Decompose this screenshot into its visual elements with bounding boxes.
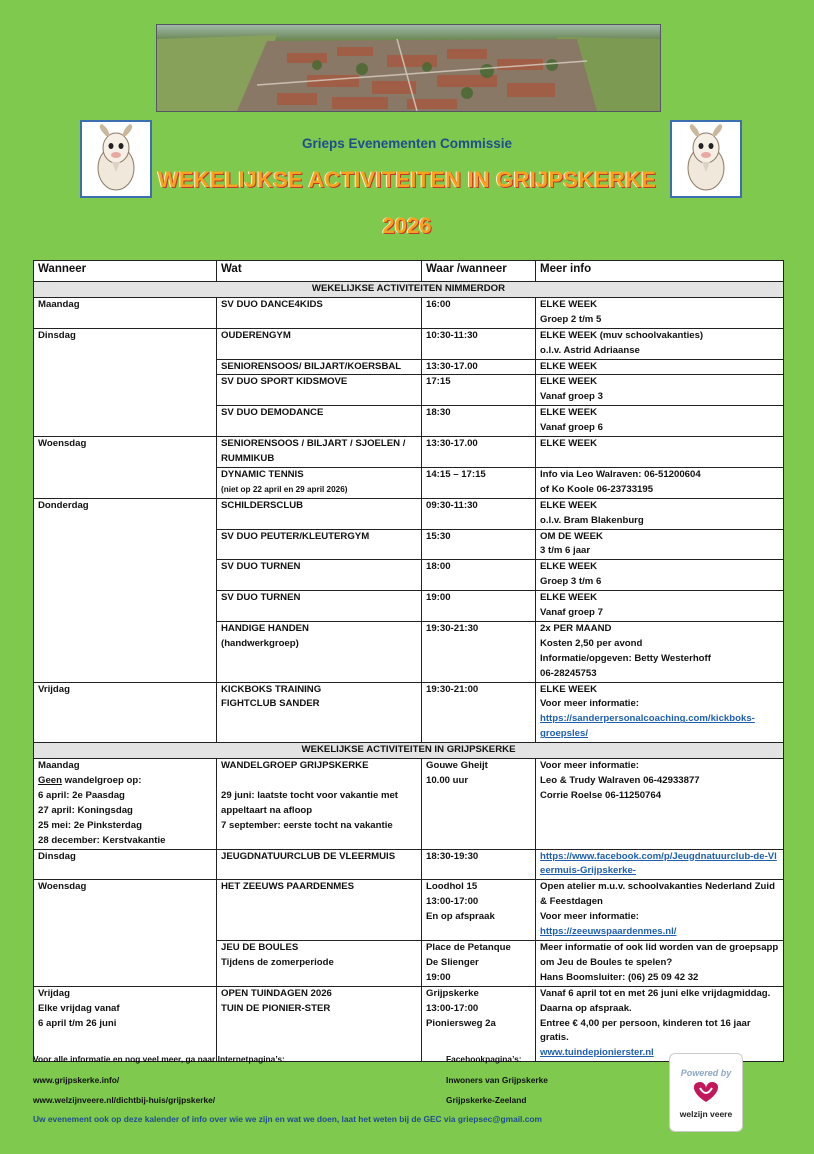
time-cell bbox=[422, 986, 536, 1062]
aerial-banner-image bbox=[156, 24, 661, 112]
logo-powered-text: Powered by bbox=[680, 1068, 732, 1078]
welzijn-veere-logo bbox=[669, 1053, 743, 1132]
time-cell: 18:30 bbox=[422, 406, 536, 437]
day-cell: Woensdag bbox=[34, 437, 217, 499]
info-cell bbox=[536, 297, 784, 328]
info-line: OM DE WEEK bbox=[540, 530, 603, 542]
time-line: En op afspraak bbox=[426, 911, 495, 923]
facebook-link-zeeland[interactable]: Grijpskerke-Zeeland bbox=[446, 1095, 527, 1105]
activity-cell: JEUGDNATUURCLUB DE VLEERMUIS bbox=[217, 849, 422, 880]
time-cell: 13:30-17.00 bbox=[422, 437, 536, 468]
column-header-waar: Waar /wanneer bbox=[422, 261, 536, 282]
info-line: Kosten 2,50 per avond bbox=[540, 637, 643, 649]
activity-cell: SV DUO DANCE4KIDS bbox=[217, 297, 422, 328]
activity-cell bbox=[217, 986, 422, 1062]
exception-date: 25 mei: 2e Pinksterdag bbox=[38, 819, 142, 831]
day-cell: Vrijdag bbox=[34, 682, 217, 743]
exception-date: 6 april: 2e Paasdag bbox=[38, 789, 125, 801]
time-cell: 18:30-19:30 bbox=[422, 849, 536, 880]
time-cell: 14:15 – 17:15 bbox=[422, 467, 536, 498]
footer-intro: Voor alle informatie en nog veel meer, ga naar Internetpagina’s: bbox=[33, 1054, 285, 1064]
table-row bbox=[34, 498, 784, 529]
info-line: Informatie/opgeven: Betty Westerhoff bbox=[540, 652, 711, 664]
schedule-table bbox=[33, 260, 784, 1062]
info-line: Vanaf groep 7 bbox=[540, 607, 603, 619]
kickboks-link[interactable]: https://sanderpersonalcoaching.com/kickboks-groepsles/ bbox=[540, 713, 755, 740]
time-cell: 09:30-11:30 bbox=[422, 498, 536, 529]
day-label: Vrijdag bbox=[38, 987, 70, 999]
info-line: ELKE WEEK (muv schoolvakanties) bbox=[540, 329, 704, 341]
organization-name: Grieps Evenementen Commissie bbox=[301, 136, 513, 151]
info-cell bbox=[536, 375, 784, 406]
time-cell: 16:00 bbox=[422, 297, 536, 328]
info-line: Corrie Roelse 06-11250764 bbox=[540, 789, 662, 801]
time-line: 19:00 bbox=[426, 971, 451, 983]
info-line: ELKE WEEK bbox=[540, 376, 598, 388]
info-line: Voor meer informatie: bbox=[540, 911, 639, 923]
activity-cell: SV DUO TURNEN bbox=[217, 560, 422, 591]
info-cell: ELKE WEEK bbox=[536, 359, 784, 375]
info-line: ELKE WEEK bbox=[540, 592, 598, 604]
exception-date: 27 april: Koningsdag bbox=[38, 804, 133, 816]
activity-title: HANDIGE HANDEN bbox=[221, 622, 309, 634]
activity-title: JEU DE BOULES bbox=[221, 941, 299, 953]
exception-intro bbox=[38, 774, 212, 789]
table-header-row bbox=[34, 261, 784, 282]
info-line: Entree € 4,00 per persoon, kinderen tot 16 jaar gratis. bbox=[540, 1017, 751, 1044]
time-line: 13:00-17:00 bbox=[426, 1002, 479, 1014]
day-cell bbox=[34, 759, 217, 849]
info-cell bbox=[536, 560, 784, 591]
section-header-grijpskerke: WEKELIJKSE ACTIVITEITEN IN GRIJPSKERKE bbox=[34, 743, 784, 759]
time-cell: 19:00 bbox=[422, 591, 536, 622]
info-cell bbox=[536, 467, 784, 498]
day-cell: Donderdag bbox=[34, 498, 217, 682]
time-cell: 19:30-21:30 bbox=[422, 621, 536, 682]
info-cell: ELKE WEEK bbox=[536, 437, 784, 468]
activity-title: KICKBOKS TRAINING bbox=[221, 683, 322, 695]
info-line: o.l.v. Astrid Adriaanse bbox=[540, 344, 640, 356]
activity-title: DYNAMIC TENNIS bbox=[221, 468, 304, 480]
info-line: Groep 3 t/m 6 bbox=[540, 576, 602, 588]
activity-cell: SV DUO TURNEN bbox=[217, 591, 422, 622]
info-line: Meer informatie of ook lid worden van de groepsapp om Jeu de Boules te spelen? bbox=[540, 941, 779, 968]
info-line: Vanaf groep 6 bbox=[540, 422, 603, 434]
info-cell bbox=[536, 498, 784, 529]
activity-cell: SV DUO DEMODANCE bbox=[217, 406, 422, 437]
location-line: Loodhol 15 bbox=[426, 881, 478, 893]
activity-title: WANDELGROEP GRIJPSKERKE bbox=[221, 760, 369, 772]
activity-cell: HET ZEEUWS PAARDENMES bbox=[217, 880, 422, 941]
tuin-pionierster-link[interactable]: www.tuindepionierster.nl bbox=[540, 1047, 654, 1059]
info-cell bbox=[536, 406, 784, 437]
info-line: Vanaf 6 april tot en met 26 juni elke vrijdagmiddag. Daarna op afspraak. bbox=[540, 987, 771, 1014]
day-note: 6 april t/m 26 juni bbox=[38, 1017, 117, 1029]
info-line: Leo & Trudy Walraven 06-42933877 bbox=[540, 775, 700, 786]
column-header-info: Meer info bbox=[536, 261, 784, 282]
info-line: o.l.v. Bram Blakenburg bbox=[540, 514, 644, 526]
paardenmes-link[interactable]: https://zeeuwspaardenmes.nl/ bbox=[540, 926, 677, 938]
activity-subtitle: (handwerkgroep) bbox=[221, 637, 299, 649]
activity-title: OPEN TUINDAGEN 2026 bbox=[221, 987, 332, 999]
info-cell bbox=[536, 849, 784, 880]
info-line: Open atelier m.u.v. schoolvakanties Nederland Zuid & Feestdagen bbox=[540, 881, 775, 908]
activity-cell: SENIORENSOOS/ BILJART/KOERSBAL bbox=[217, 359, 422, 375]
exception-rest: wandelgroep op: bbox=[62, 775, 142, 786]
time-cell bbox=[422, 880, 536, 941]
table-row bbox=[34, 328, 784, 359]
info-line: of Ko Koole 06-23733195 bbox=[540, 483, 654, 495]
info-cell bbox=[536, 529, 784, 560]
activity-cell bbox=[217, 467, 422, 498]
table-row bbox=[34, 986, 784, 1062]
time-cell: 19:30-21:00 bbox=[422, 682, 536, 743]
facebook-title: Facebookpagina’s: bbox=[446, 1054, 522, 1064]
table-row bbox=[34, 880, 784, 941]
logo-name-text: welzijn veere bbox=[679, 1109, 733, 1119]
time-line: 13:00-17:00 bbox=[426, 896, 479, 908]
info-line: ELKE WEEK bbox=[540, 561, 598, 573]
activity-cell bbox=[217, 759, 422, 849]
activity-cell: OUDERENGYM bbox=[217, 328, 422, 359]
vleermuis-facebook-link[interactable]: https://www.facebook.com/p/Jeugdnatuurclub-de-Vleermuis-Grijpskerke- bbox=[540, 850, 777, 877]
location-line: Grijpskerke bbox=[426, 987, 479, 999]
table-row bbox=[34, 297, 784, 328]
table-row bbox=[34, 849, 784, 880]
activity-cell bbox=[217, 682, 422, 743]
activity-cell bbox=[217, 940, 422, 986]
time-line: 10.00 uur bbox=[426, 775, 469, 786]
activity-note: (niet op 22 april en 29 april 2026) bbox=[221, 484, 348, 494]
exception-geen: Geen bbox=[38, 775, 62, 786]
info-line: ELKE WEEK bbox=[540, 298, 598, 310]
activity-note: 7 september: eerste tocht na vakantie bbox=[221, 819, 393, 831]
info-line: 3 t/m 6 jaar bbox=[540, 545, 591, 557]
activity-note: 29 juni: laatste tocht voor vakantie met appeltaart na afloop bbox=[221, 789, 399, 816]
location-line: De Slienger bbox=[426, 956, 479, 968]
info-line: 2x PER MAAND bbox=[540, 622, 612, 634]
info-line: Voor meer informatie: bbox=[540, 698, 639, 710]
footer-link-grijpskerke[interactable]: www.grijpskerke.info/ bbox=[33, 1075, 120, 1085]
exception-date: 28 december: Kerstvakantie bbox=[38, 834, 166, 846]
village-aerial-icon bbox=[157, 25, 660, 111]
day-cell: Woensdag bbox=[34, 880, 217, 986]
info-line: 06-28245753 bbox=[540, 667, 597, 679]
location-line: Gouwe Gheijt bbox=[426, 760, 488, 772]
info-line: Groep 2 t/m 5 bbox=[540, 313, 602, 325]
footer-note: Uw evenement ook op deze kalender of info over wie we zijn en wat we doen, laat het weten bij de GEC via griepsec@gmail.com bbox=[33, 1114, 542, 1124]
location-line: Place de Petanque bbox=[426, 941, 511, 953]
time-cell: 15:30 bbox=[422, 529, 536, 560]
info-line: ELKE WEEK bbox=[540, 499, 598, 511]
time-cell: 17:15 bbox=[422, 375, 536, 406]
info-line: Info via Leo Walraven: 06-51200604 bbox=[540, 468, 701, 480]
location-line: Pioniersweg 2a bbox=[426, 1017, 496, 1029]
info-cell bbox=[536, 986, 784, 1062]
activity-subtitle: TUIN DE PIONIER-STER bbox=[221, 1002, 331, 1014]
time-cell: 10:30-11:30 bbox=[422, 328, 536, 359]
info-cell bbox=[536, 621, 784, 682]
day-cell: Dinsdag bbox=[34, 849, 217, 880]
info-cell bbox=[536, 328, 784, 359]
info-line: ELKE WEEK bbox=[540, 683, 598, 695]
info-cell bbox=[536, 759, 784, 849]
info-line: Vanaf groep 3 bbox=[540, 391, 603, 403]
heart-icon bbox=[670, 1078, 742, 1104]
info-cell bbox=[536, 880, 784, 941]
column-header-wat: Wat bbox=[217, 261, 422, 282]
year-title: 2026 bbox=[382, 213, 432, 238]
day-note: Elke vrijdag vanaf bbox=[38, 1002, 120, 1014]
table-row bbox=[34, 437, 784, 468]
day-label: Maandag bbox=[38, 760, 80, 772]
facebook-link-inwoners[interactable]: Inwoners van Grijpskerke bbox=[446, 1075, 548, 1085]
info-line: Hans Boomsluiter: (06) 25 09 42 32 bbox=[540, 971, 699, 983]
activity-cell: SV DUO SPORT KIDSMOVE bbox=[217, 375, 422, 406]
footer-link-welzijnveere[interactable]: www.welzijnveere.nl/dichtbij-huis/grijpskerke/ bbox=[33, 1095, 216, 1105]
activity-subtitle: Tijdens de zomerperiode bbox=[221, 956, 334, 968]
day-cell: Maandag bbox=[34, 297, 217, 328]
info-cell bbox=[536, 940, 784, 986]
day-cell: Dinsdag bbox=[34, 328, 217, 436]
activity-cell: SCHILDERSCLUB bbox=[217, 498, 422, 529]
section-header-nimmerdor: WEKELIJKSE ACTIVITEITEN NIMMERDOR bbox=[34, 282, 784, 298]
time-cell bbox=[422, 759, 536, 849]
time-cell: 13:30-17.00 bbox=[422, 359, 536, 375]
time-cell bbox=[422, 940, 536, 986]
activity-subtitle: FIGHTCLUB SANDER bbox=[221, 698, 320, 710]
time-cell: 18:00 bbox=[422, 560, 536, 591]
info-cell bbox=[536, 591, 784, 622]
activity-cell bbox=[217, 621, 422, 682]
activity-cell: SENIORENSOOS / BILJART / SJOELEN / RUMMIKUB bbox=[217, 437, 422, 468]
column-header-wanneer: Wanneer bbox=[34, 261, 217, 282]
activity-cell: SV DUO PEUTER/KLEUTERGYM bbox=[217, 529, 422, 560]
page-title: WEKELIJKSE ACTIVITEITEN IN GRIJPSKERKE bbox=[157, 167, 657, 192]
info-line: ELKE WEEK bbox=[540, 407, 598, 419]
day-cell bbox=[34, 986, 217, 1062]
table-row bbox=[34, 682, 784, 743]
info-cell bbox=[536, 682, 784, 743]
table-row bbox=[34, 759, 784, 849]
info-line: Voor meer informatie: bbox=[540, 760, 639, 772]
